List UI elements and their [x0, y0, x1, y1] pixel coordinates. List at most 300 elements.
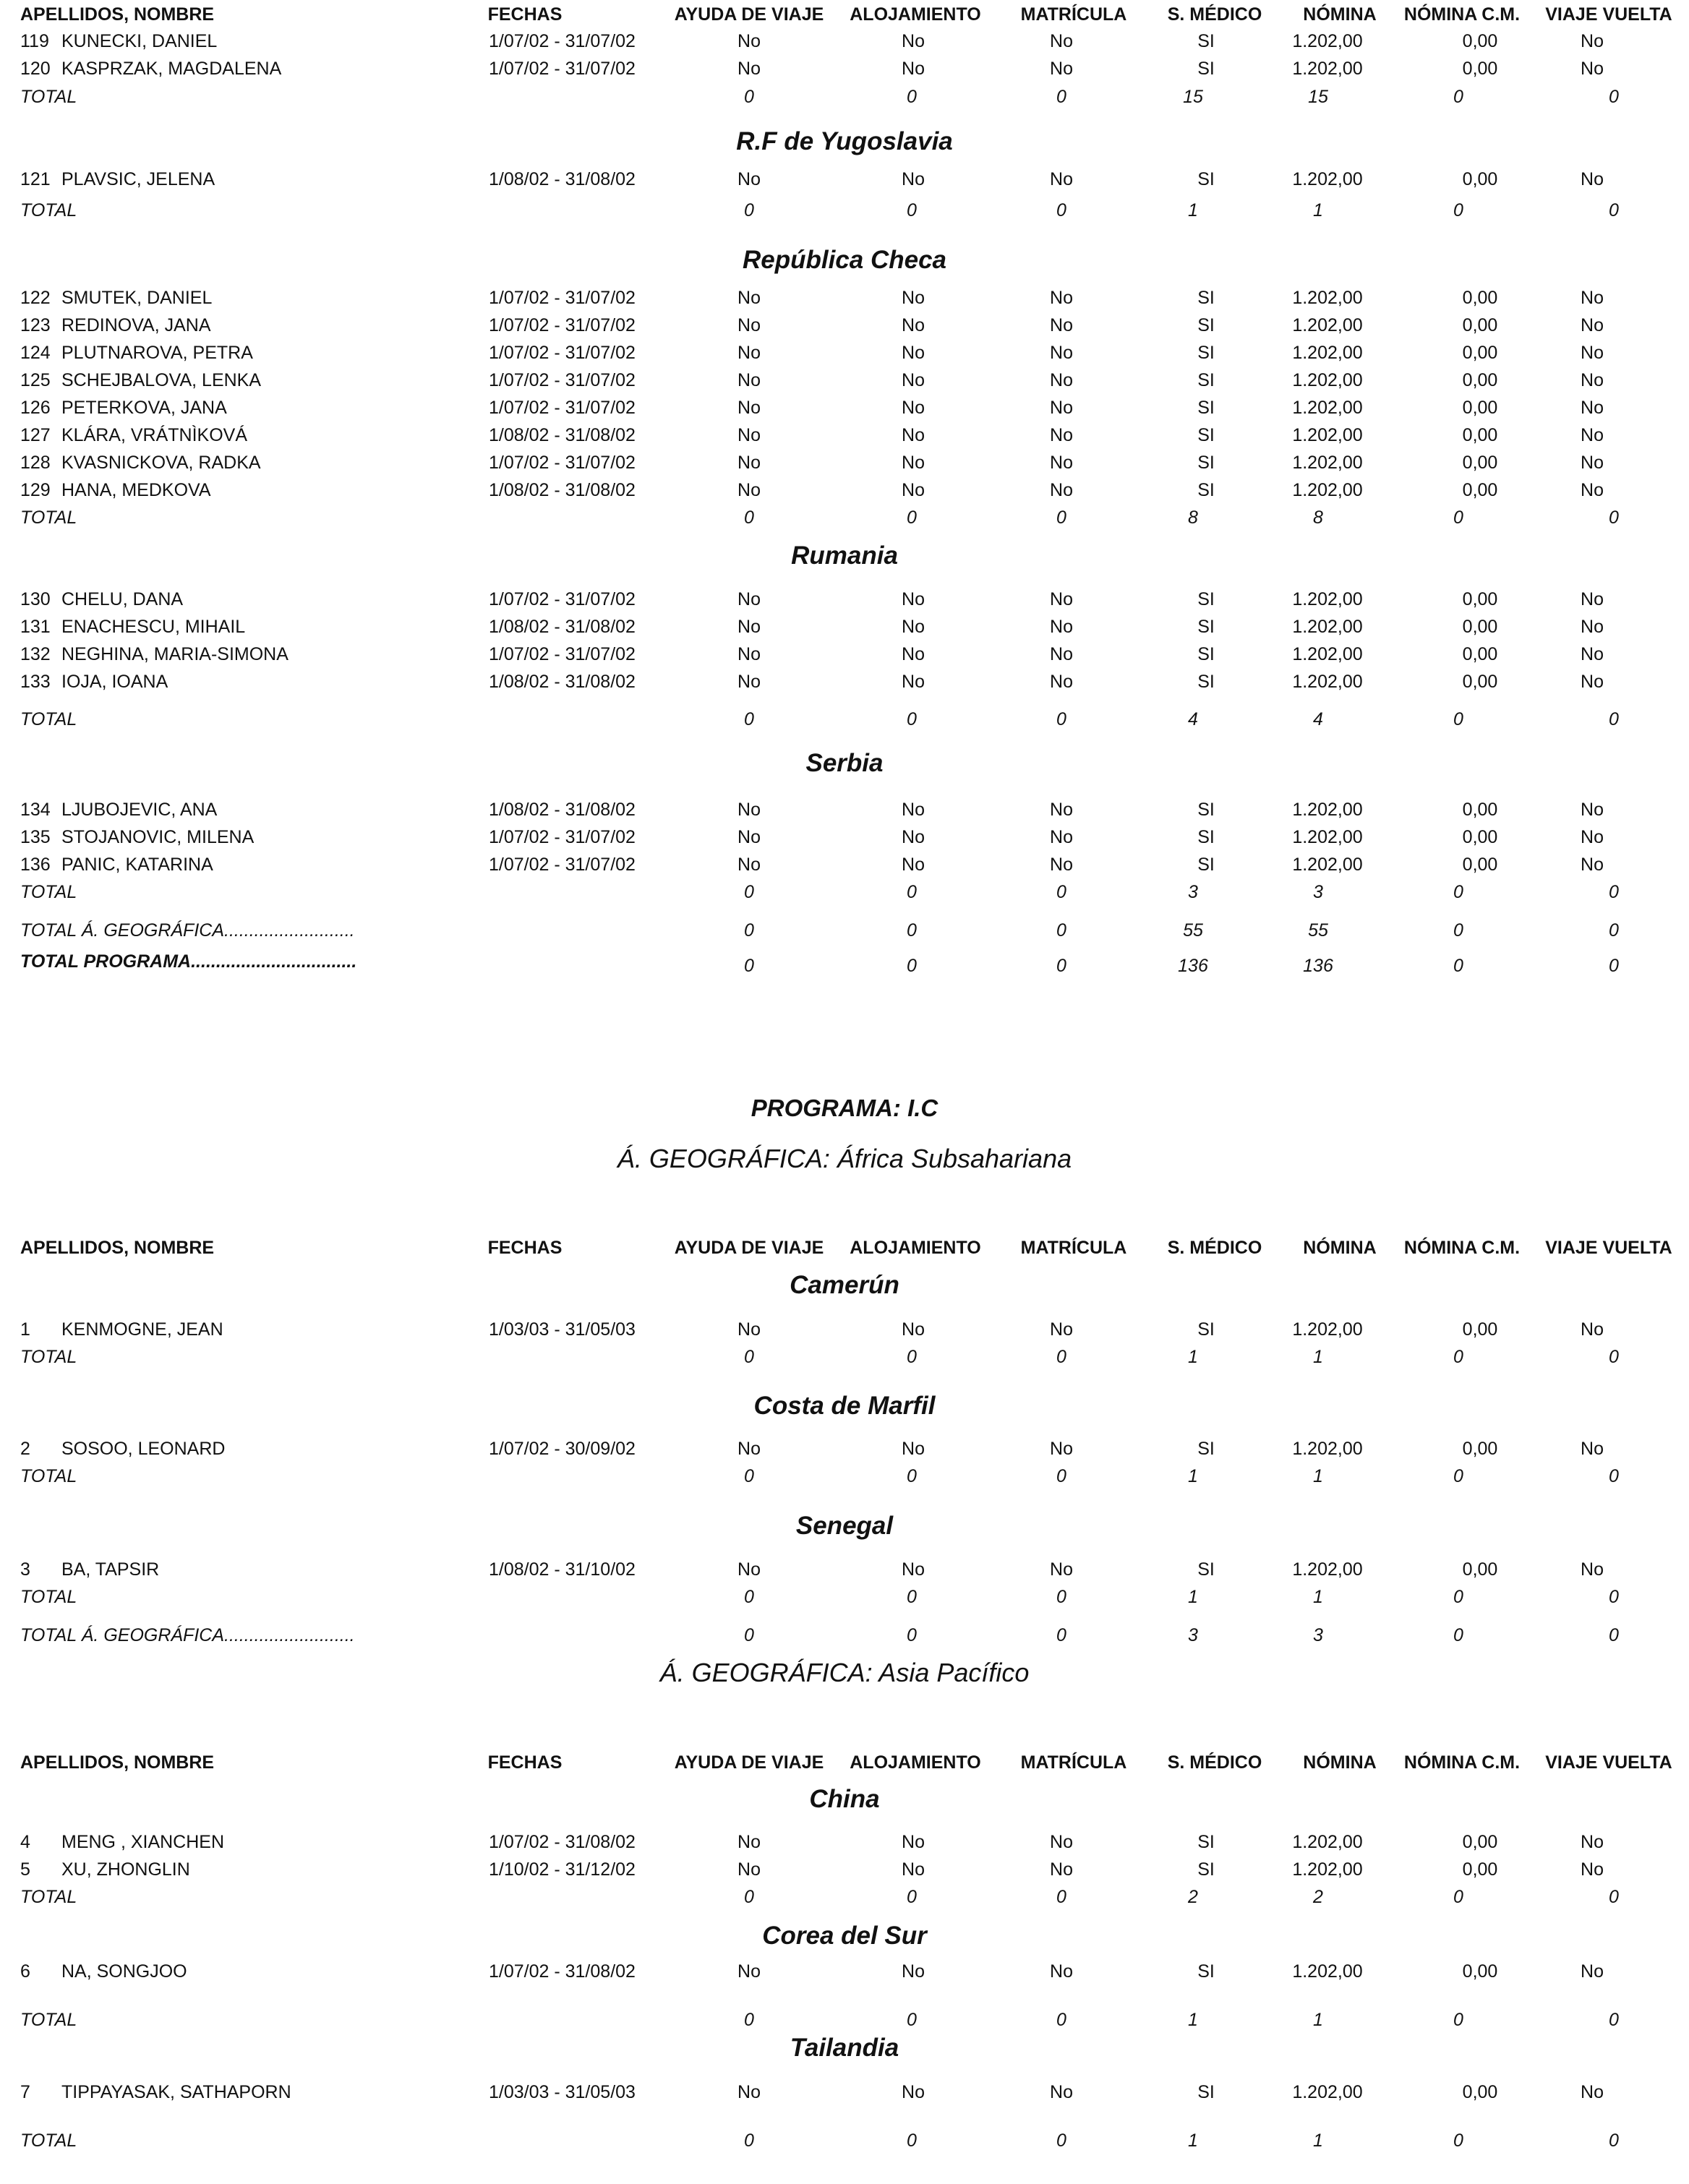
- program-total-value: 136: [1178, 956, 1208, 976]
- table-row: [0, 27, 1689, 55]
- row-value: No: [1581, 343, 1604, 363]
- total-value: 0: [744, 1887, 754, 1907]
- row-value: No: [1581, 2082, 1604, 2102]
- row-name: REDINOVA, JANA: [61, 315, 211, 335]
- row-dates: 1/07/02 - 31/08/02: [489, 1832, 636, 1852]
- area-total-value: 0: [1453, 1625, 1463, 1645]
- row-value: No: [737, 31, 761, 51]
- table-row: [0, 823, 1689, 851]
- country-total-row: [0, 1583, 1689, 1611]
- column-header: NÓMINA: [1303, 1238, 1377, 1258]
- total-value: 0: [907, 1887, 917, 1907]
- row-dates: 1/08/02 - 31/08/02: [489, 672, 636, 692]
- country-heading: [0, 541, 1689, 570]
- total-value: 0: [1609, 882, 1619, 902]
- total-value: 0: [1056, 200, 1066, 220]
- total-value: 0: [907, 1466, 917, 1486]
- row-name: CHELU, DANA: [61, 589, 184, 609]
- row-value: No: [902, 2082, 925, 2102]
- row-number: 5: [20, 1859, 30, 1880]
- row-value: 0,00: [1462, 425, 1498, 445]
- row-dates: 1/08/02 - 31/10/02: [489, 1559, 636, 1580]
- total-value: 0: [744, 2010, 754, 2030]
- row-value: No: [902, 31, 925, 51]
- total-value: 0: [1453, 1587, 1463, 1607]
- total-label: TOTAL: [20, 2010, 77, 2030]
- total-value: 0: [1056, 2010, 1066, 2030]
- country-name: Rumania: [791, 541, 898, 570]
- row-value: 0,00: [1462, 1319, 1498, 1340]
- row-value: 1.202,00: [1292, 1832, 1363, 1852]
- row-value: No: [902, 425, 925, 445]
- row-dates: 1/08/02 - 31/08/02: [489, 480, 636, 500]
- row-value: 1.202,00: [1292, 1439, 1363, 1459]
- area-total-value: 0: [744, 920, 754, 941]
- total-value: 0: [907, 882, 917, 902]
- column-header: FECHAS: [487, 1238, 563, 1258]
- total-value: 1: [1313, 1466, 1323, 1486]
- total-value: 0: [744, 709, 754, 729]
- country-total-row: [0, 706, 1689, 733]
- program-total-value: 136: [1303, 956, 1333, 976]
- area-total-value: 0: [1453, 920, 1463, 941]
- row-value: SI: [1197, 1319, 1215, 1340]
- total-value: 1: [1313, 200, 1323, 220]
- row-number: 124: [20, 343, 51, 363]
- total-value: 1: [1313, 1587, 1323, 1607]
- table-row: [0, 1435, 1689, 1463]
- row-value: 1.202,00: [1292, 2082, 1363, 2102]
- row-value: No: [1581, 1859, 1604, 1880]
- program-total-value: 0: [744, 956, 754, 976]
- total-value: 0: [1453, 882, 1463, 902]
- row-name: TIPPAYASAK, SATHAPORN: [61, 2082, 291, 2102]
- row-value: No: [1050, 288, 1073, 308]
- row-value: No: [737, 59, 761, 79]
- program-total-value: 0: [1453, 956, 1463, 976]
- row-value: 1.202,00: [1292, 169, 1363, 189]
- area-total-value: 0: [1056, 920, 1066, 941]
- row-value: SI: [1197, 398, 1215, 418]
- program-title: PROGRAMA: I.C: [751, 1095, 938, 1121]
- row-number: 131: [20, 617, 51, 637]
- row-value: SI: [1197, 31, 1215, 51]
- area-title: Á. GEOGRÁFICA: Asia Pacífico: [659, 1658, 1030, 1687]
- row-value: No: [902, 453, 925, 473]
- total-value: 0: [1453, 1347, 1463, 1367]
- country-heading: [0, 2034, 1689, 2063]
- row-value: 0,00: [1462, 672, 1498, 692]
- total-value: 0: [744, 2131, 754, 2151]
- row-value: No: [737, 1859, 761, 1880]
- country-heading: [0, 1785, 1689, 1814]
- program-total-row: [0, 952, 1689, 980]
- row-value: No: [737, 827, 761, 847]
- row-value: 0,00: [1462, 343, 1498, 363]
- total-value: 1: [1313, 2010, 1323, 2030]
- row-number: 123: [20, 315, 51, 335]
- row-value: No: [737, 288, 761, 308]
- row-name: NA, SONGJOO: [61, 1961, 187, 1982]
- country-name: China: [809, 1785, 880, 1813]
- total-value: 0: [1609, 2131, 1619, 2151]
- row-number: 127: [20, 425, 51, 445]
- column-header: ALOJAMIENTO: [850, 1238, 981, 1258]
- row-value: 1.202,00: [1292, 453, 1363, 473]
- area-total-value: 0: [1609, 1625, 1619, 1645]
- row-value: No: [1581, 370, 1604, 390]
- row-value: 1.202,00: [1292, 1319, 1363, 1340]
- row-name: PETERKOVA, JANA: [61, 398, 227, 418]
- total-value: 0: [1453, 2010, 1463, 2030]
- total-value: 0: [1609, 1587, 1619, 1607]
- row-value: No: [902, 644, 925, 664]
- total-value: 1: [1188, 2010, 1198, 2030]
- row-name: XU, ZHONGLIN: [61, 1859, 190, 1880]
- table-row: [0, 851, 1689, 878]
- total-value: 0: [744, 882, 754, 902]
- row-value: No: [1581, 398, 1604, 418]
- row-name: HANA, MEDKOVA: [61, 480, 211, 500]
- row-value: No: [737, 672, 761, 692]
- table-row: [0, 1958, 1689, 1985]
- program-total-value: 0: [907, 956, 917, 976]
- row-value: No: [902, 855, 925, 875]
- table-row: [0, 796, 1689, 823]
- row-value: No: [902, 672, 925, 692]
- country-total-row: [0, 878, 1689, 906]
- row-value: No: [1050, 1559, 1073, 1580]
- row-value: No: [737, 315, 761, 335]
- row-value: 0,00: [1462, 480, 1498, 500]
- total-value: 0: [1056, 1347, 1066, 1367]
- total-value: 0: [907, 2010, 917, 2030]
- total-value: 3: [1188, 882, 1198, 902]
- table-row: [0, 1556, 1689, 1583]
- row-value: SI: [1197, 343, 1215, 363]
- row-value: No: [1050, 617, 1073, 637]
- total-value: 0: [907, 2131, 917, 2151]
- row-dates: 1/07/02 - 31/07/02: [489, 288, 636, 308]
- area-total-value: 0: [907, 920, 917, 941]
- row-number: 1: [20, 1319, 30, 1340]
- row-name: LJUBOJEVIC, ANA: [61, 800, 218, 820]
- row-value: No: [737, 343, 761, 363]
- total-value: 2: [1313, 1887, 1323, 1907]
- country-heading: [0, 1392, 1689, 1421]
- country-name: Costa de Marfil: [753, 1392, 936, 1420]
- row-value: No: [1581, 1439, 1604, 1459]
- total-label: TOTAL: [20, 87, 77, 107]
- row-value: 0,00: [1462, 1439, 1498, 1459]
- row-name: KLÁRA, VRÁTNÌKOVÁ: [61, 425, 248, 445]
- row-value: No: [1581, 288, 1604, 308]
- row-number: 120: [20, 59, 51, 79]
- total-value: 0: [1056, 2131, 1066, 2151]
- total-value: 1: [1313, 2131, 1323, 2151]
- row-dates: 1/07/02 - 31/07/02: [489, 315, 636, 335]
- program-total-value: 0: [1609, 956, 1619, 976]
- program-total-value: 0: [1056, 956, 1066, 976]
- total-value: 1: [1188, 2131, 1198, 2151]
- row-number: 132: [20, 644, 51, 664]
- column-header: S. MÉDICO: [1167, 1238, 1262, 1258]
- country-heading: [0, 1922, 1689, 1950]
- row-value: 0,00: [1462, 855, 1498, 875]
- row-value: No: [1050, 1832, 1073, 1852]
- column-header: MATRÍCULA: [1020, 1238, 1127, 1258]
- row-dates: 1/07/02 - 31/07/02: [489, 827, 636, 847]
- total-value: 0: [1453, 1466, 1463, 1486]
- area-total-value: 55: [1183, 920, 1203, 941]
- row-value: SI: [1197, 589, 1215, 609]
- total-label: TOTAL: [20, 200, 77, 220]
- row-value: SI: [1197, 672, 1215, 692]
- row-value: SI: [1197, 1439, 1215, 1459]
- total-value: 0: [744, 1347, 754, 1367]
- total-value: 0: [1453, 200, 1463, 220]
- total-label: TOTAL: [20, 709, 77, 729]
- row-value: No: [1581, 644, 1604, 664]
- row-value: SI: [1197, 425, 1215, 445]
- table-row: [0, 476, 1689, 504]
- column-header: NÓMINA: [1303, 1752, 1377, 1773]
- row-value: 0,00: [1462, 59, 1498, 79]
- row-value: No: [737, 1439, 761, 1459]
- row-value: No: [1050, 398, 1073, 418]
- country-total-row: [0, 1883, 1689, 1911]
- row-value: No: [1050, 672, 1073, 692]
- total-value: 0: [1453, 87, 1463, 107]
- row-value: SI: [1197, 800, 1215, 820]
- row-name: NEGHINA, MARIA-SIMONA: [61, 644, 288, 664]
- country-heading: [0, 1512, 1689, 1541]
- row-number: 122: [20, 288, 51, 308]
- row-value: No: [1050, 425, 1073, 445]
- table-row: [0, 668, 1689, 695]
- column-header: S. MÉDICO: [1167, 1752, 1262, 1773]
- country-name: Tailandia: [790, 2034, 899, 2062]
- row-dates: 1/08/02 - 31/08/02: [489, 169, 636, 189]
- row-number: 6: [20, 1961, 30, 1982]
- row-name: SOSOO, LEONARD: [61, 1439, 226, 1459]
- total-value: 8: [1188, 508, 1198, 528]
- row-name: SCHEJBALOVA, LENKA: [61, 370, 262, 390]
- column-header: AYUDA DE VIAJE: [674, 1238, 824, 1258]
- total-value: 0: [1056, 709, 1066, 729]
- row-value: No: [737, 425, 761, 445]
- table-row: [0, 1856, 1689, 1883]
- total-value: 0: [744, 1466, 754, 1486]
- row-value: No: [1050, 315, 1073, 335]
- row-number: 134: [20, 800, 51, 820]
- total-value: 1: [1188, 200, 1198, 220]
- row-number: 3: [20, 1559, 30, 1580]
- row-value: SI: [1197, 315, 1215, 335]
- row-value: No: [1050, 31, 1073, 51]
- row-value: 1.202,00: [1292, 31, 1363, 51]
- row-number: 121: [20, 169, 51, 189]
- row-value: No: [1050, 1961, 1073, 1982]
- area-title: Á. GEOGRÁFICA: África Subsahariana: [617, 1144, 1072, 1173]
- row-value: No: [737, 800, 761, 820]
- area-total-row: [0, 917, 1689, 944]
- row-dates: 1/07/02 - 31/08/02: [489, 1961, 636, 1982]
- area-total-value: 0: [744, 1625, 754, 1645]
- country-total-row: [0, 197, 1689, 224]
- row-value: 1.202,00: [1292, 480, 1363, 500]
- total-value: 0: [1609, 508, 1619, 528]
- table-row: [0, 449, 1689, 476]
- row-value: No: [902, 315, 925, 335]
- row-value: No: [902, 1832, 925, 1852]
- row-value: No: [1581, 1559, 1604, 1580]
- row-value: 0,00: [1462, 1859, 1498, 1880]
- table-row: [0, 367, 1689, 394]
- row-value: No: [1050, 800, 1073, 820]
- table-row: [0, 586, 1689, 613]
- row-dates: 1/03/03 - 31/05/03: [489, 1319, 636, 1340]
- column-header: MATRÍCULA: [1020, 1752, 1127, 1773]
- total-label: TOTAL: [20, 2131, 77, 2151]
- total-value: 0: [1453, 1887, 1463, 1907]
- column-header: MATRÍCULA: [1020, 4, 1127, 25]
- row-value: No: [1581, 480, 1604, 500]
- row-name: MENG , XIANCHEN: [61, 1832, 225, 1852]
- total-value: 0: [1609, 1887, 1619, 1907]
- row-name: KUNECKI, DANIEL: [61, 31, 218, 51]
- total-value: 0: [1056, 87, 1066, 107]
- total-label: TOTAL: [20, 508, 77, 528]
- row-value: 0,00: [1462, 398, 1498, 418]
- row-value: SI: [1197, 644, 1215, 664]
- row-value: No: [1050, 343, 1073, 363]
- row-dates: 1/07/02 - 31/07/02: [489, 453, 636, 473]
- program-total-label: TOTAL PROGRAMA.................................: [20, 951, 357, 972]
- country-heading: [0, 1271, 1689, 1300]
- row-value: No: [902, 1859, 925, 1880]
- total-value: 15: [1308, 87, 1328, 107]
- row-value: No: [1050, 589, 1073, 609]
- row-value: SI: [1197, 1859, 1215, 1880]
- row-value: SI: [1197, 453, 1215, 473]
- row-value: No: [1581, 425, 1604, 445]
- total-value: 0: [744, 87, 754, 107]
- row-value: No: [1050, 169, 1073, 189]
- row-value: No: [902, 1961, 925, 1982]
- total-value: 0: [907, 200, 917, 220]
- row-name: PANIC, KATARINA: [61, 855, 213, 875]
- row-value: No: [902, 589, 925, 609]
- row-value: No: [737, 1832, 761, 1852]
- row-value: No: [1050, 827, 1073, 847]
- country-name: República Checa: [742, 246, 947, 274]
- table-row: [0, 1828, 1689, 1856]
- column-header: FECHAS: [487, 1752, 563, 1773]
- row-value: No: [1050, 59, 1073, 79]
- total-value: 0: [1453, 709, 1463, 729]
- row-value: No: [1581, 827, 1604, 847]
- row-number: 129: [20, 480, 51, 500]
- row-value: SI: [1197, 1832, 1215, 1852]
- column-header: NÓMINA C.M.: [1403, 1238, 1521, 1258]
- total-value: 0: [1609, 709, 1619, 729]
- total-value: 0: [1056, 508, 1066, 528]
- row-value: 0,00: [1462, 589, 1498, 609]
- row-value: No: [902, 398, 925, 418]
- row-value: 0,00: [1462, 370, 1498, 390]
- column-header: AYUDA DE VIAJE: [674, 1752, 824, 1773]
- country-name: Senegal: [795, 1512, 894, 1540]
- total-value: 1: [1313, 1347, 1323, 1367]
- column-header: APELLIDOS, NOMBRE: [20, 1752, 215, 1773]
- row-number: 133: [20, 672, 51, 692]
- row-name: PLUTNAROVA, PETRA: [61, 343, 253, 363]
- row-number: 135: [20, 827, 51, 847]
- country-total-row: [0, 1343, 1689, 1371]
- row-number: 126: [20, 398, 51, 418]
- row-dates: 1/07/02 - 30/09/02: [489, 1439, 636, 1459]
- row-dates: 1/07/02 - 31/07/02: [489, 589, 636, 609]
- row-value: 1.202,00: [1292, 855, 1363, 875]
- row-name: KASPRZAK, MAGDALENA: [61, 59, 282, 79]
- row-number: 130: [20, 589, 51, 609]
- row-value: No: [1581, 315, 1604, 335]
- total-value: 1: [1188, 1466, 1198, 1486]
- row-value: 0,00: [1462, 453, 1498, 473]
- area-total-value: 3: [1188, 1625, 1198, 1645]
- row-value: No: [1581, 453, 1604, 473]
- total-value: 4: [1188, 709, 1198, 729]
- row-value: No: [1050, 1319, 1073, 1340]
- column-header: S. MÉDICO: [1167, 4, 1262, 25]
- row-value: No: [1050, 855, 1073, 875]
- row-dates: 1/07/02 - 31/07/02: [489, 644, 636, 664]
- row-value: 1.202,00: [1292, 800, 1363, 820]
- row-name: ENACHESCU, MIHAIL: [61, 617, 246, 637]
- country-name: Camerún: [790, 1271, 899, 1299]
- row-value: 0,00: [1462, 169, 1498, 189]
- area-total-value: 0: [1609, 920, 1619, 941]
- row-number: 125: [20, 370, 51, 390]
- total-value: 0: [1056, 882, 1066, 902]
- row-value: No: [1050, 480, 1073, 500]
- column-header: VIAJE VUELTA: [1545, 1752, 1672, 1773]
- row-value: No: [1050, 2082, 1073, 2102]
- row-dates: 1/07/02 - 31/07/02: [489, 31, 636, 51]
- row-dates: 1/07/02 - 31/07/02: [489, 59, 636, 79]
- country-name: Corea del Sur: [762, 1922, 927, 1950]
- total-value: 0: [907, 1347, 917, 1367]
- row-value: No: [737, 617, 761, 637]
- country-total-row: [0, 2006, 1689, 2034]
- row-value: No: [1050, 1859, 1073, 1880]
- row-number: 2: [20, 1439, 30, 1459]
- table-row: [0, 394, 1689, 421]
- row-number: 7: [20, 2082, 30, 2102]
- country-total-row: [0, 1463, 1689, 1490]
- row-number: 128: [20, 453, 51, 473]
- row-value: 0,00: [1462, 315, 1498, 335]
- table-row: [0, 2078, 1689, 2106]
- row-value: No: [902, 1559, 925, 1580]
- column-header-row: [0, 1, 1689, 28]
- country-total-row: [0, 83, 1689, 111]
- row-value: 1.202,00: [1292, 398, 1363, 418]
- area-total-row: [0, 1622, 1689, 1649]
- row-value: 0,00: [1462, 827, 1498, 847]
- row-name: STOJANOVIC, MILENA: [61, 827, 255, 847]
